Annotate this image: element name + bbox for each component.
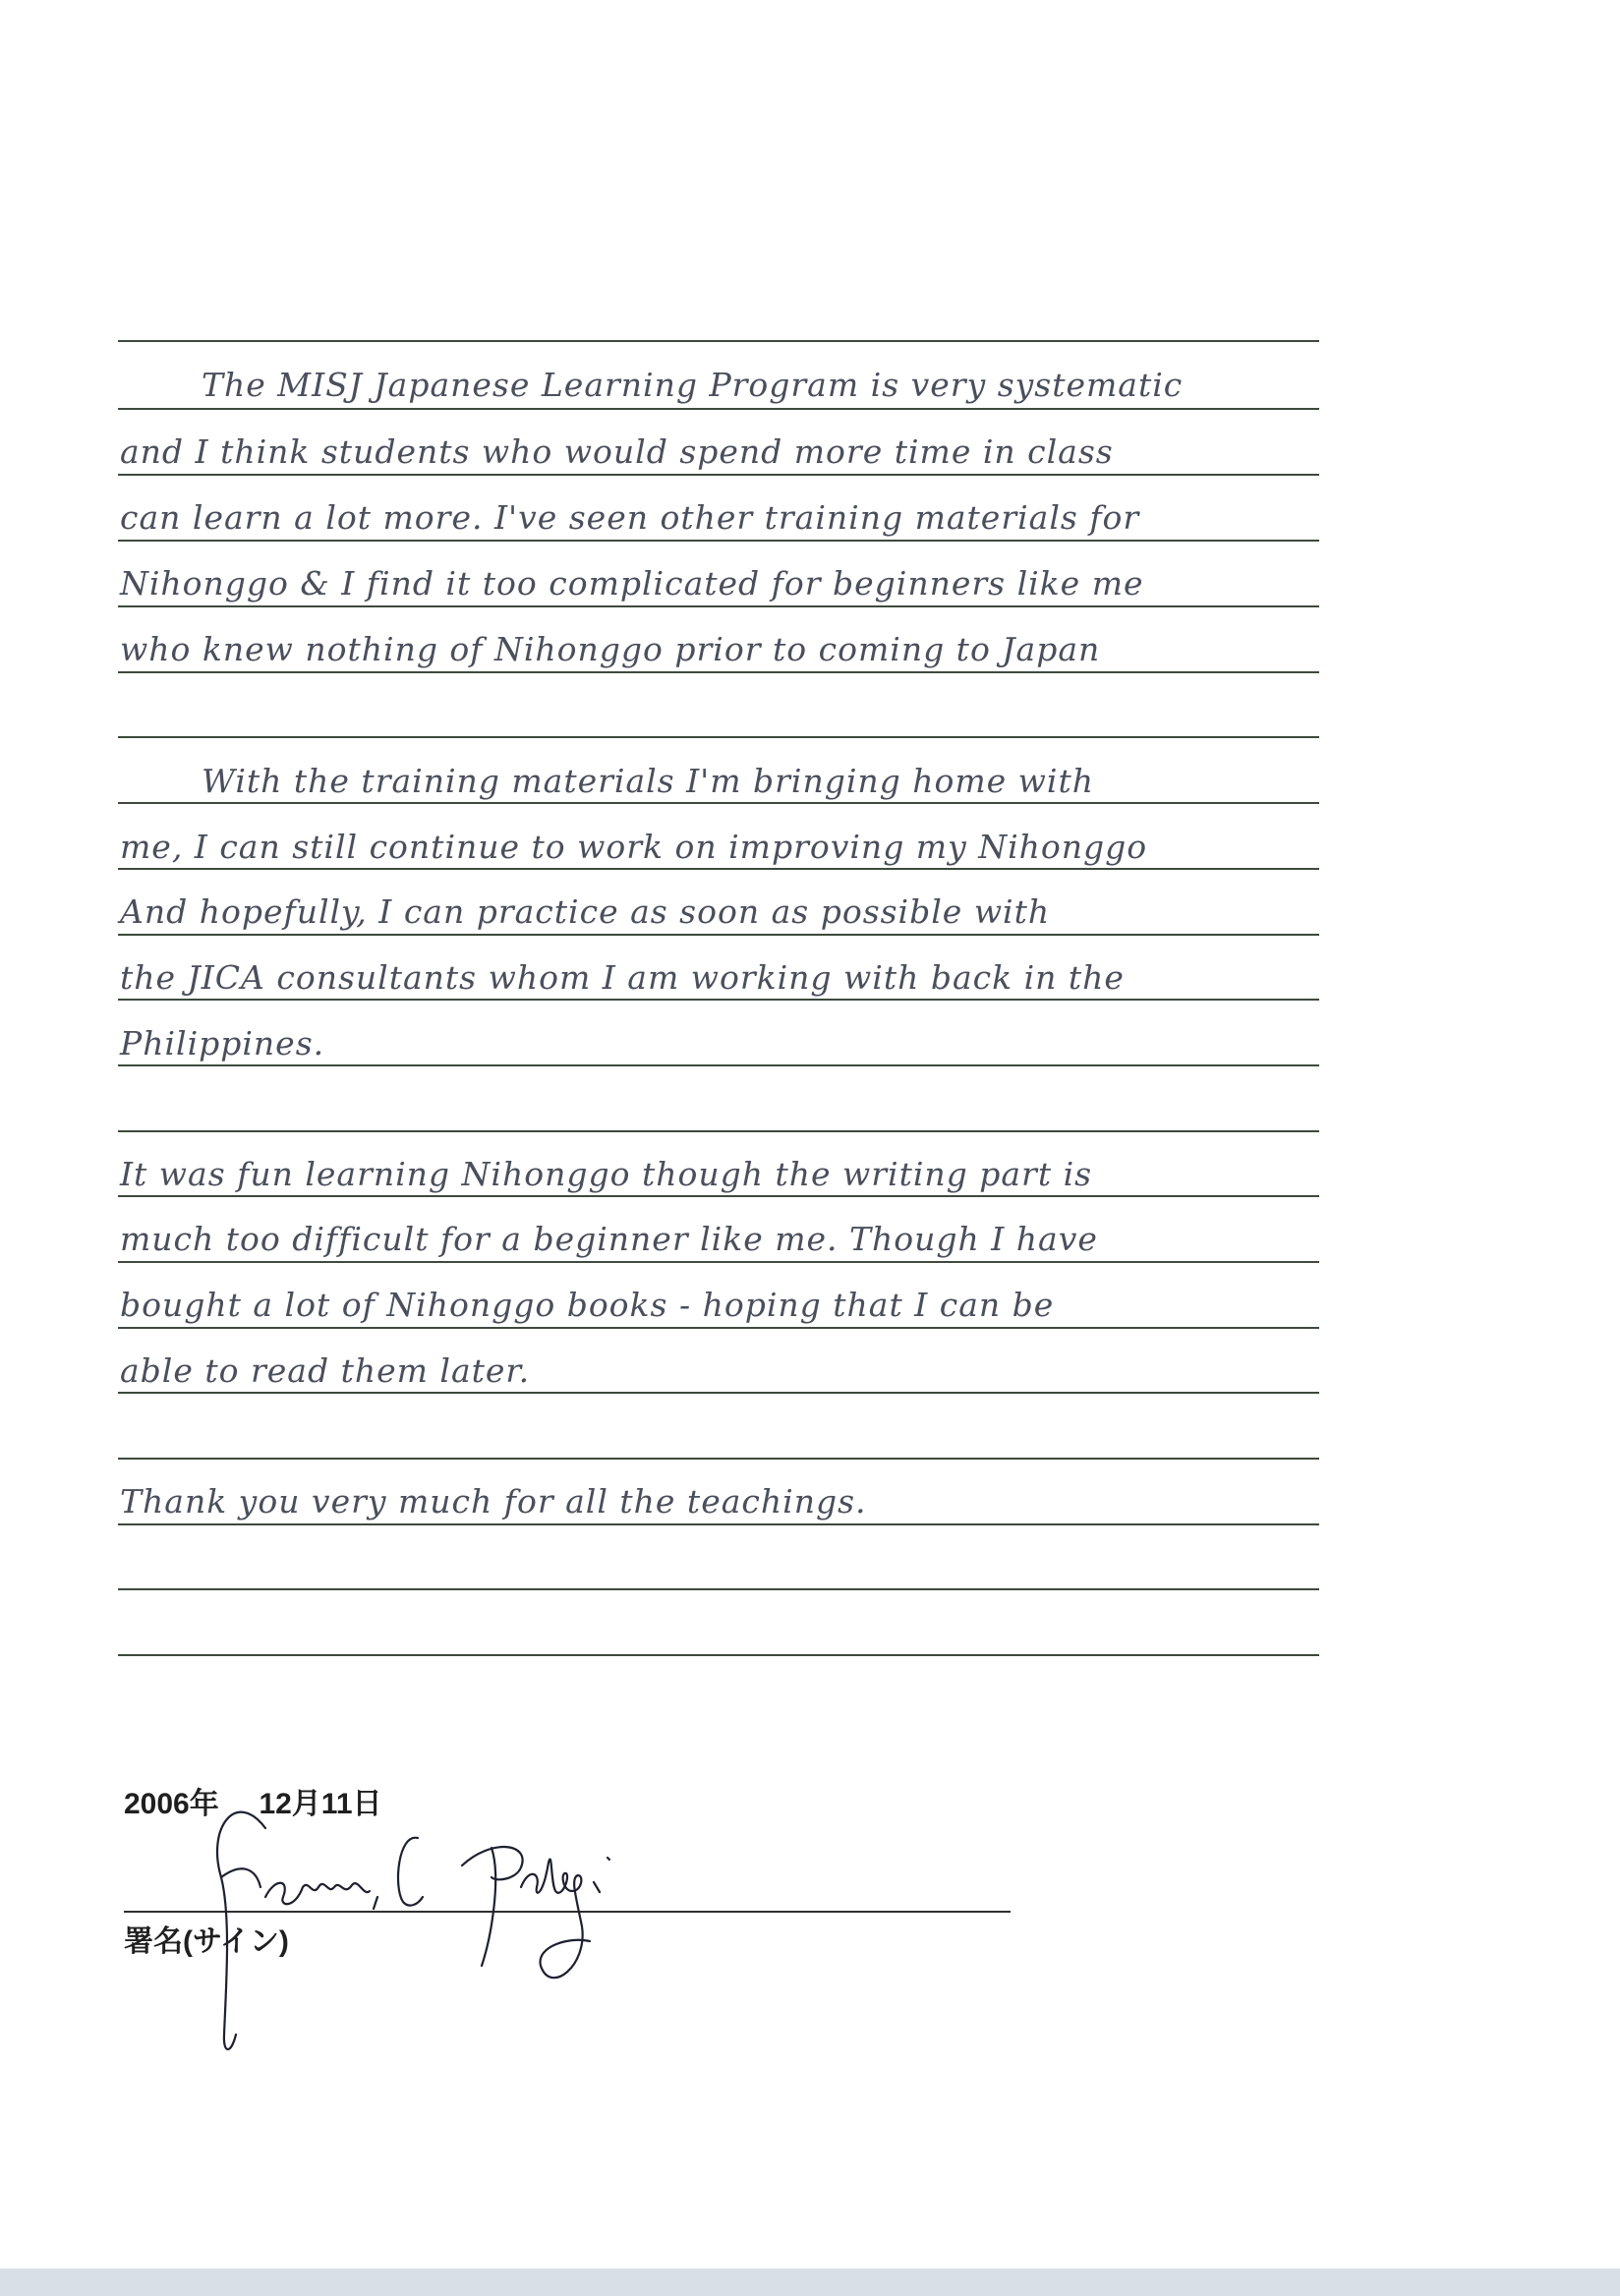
signature-label: 署名(サイン) — [124, 1925, 289, 1958]
ruled-line — [118, 934, 1319, 936]
ruled-line — [118, 868, 1319, 870]
ruled-line — [118, 1654, 1319, 1656]
handwritten-line: It was fun learning Nihonggo though the writing part is — [120, 1155, 1093, 1193]
handwritten-line: With the training materials I'm bringing home with — [202, 762, 1094, 800]
handwritten-line: The MISJ Japanese Learning Program is very systematic — [202, 366, 1184, 404]
handwritten-line: And hopefully, I can practice as soon as possible with — [120, 892, 1051, 931]
handwritten-line: and I think students who would spend more time in class — [120, 432, 1114, 471]
ruled-line — [118, 540, 1319, 542]
scan-edge — [0, 2268, 1620, 2296]
handwritten-line: the JICA consultants whom I am working with back in the — [120, 958, 1125, 997]
date-year: 2006年 — [124, 1788, 219, 1820]
ruled-line — [118, 1130, 1319, 1132]
ruled-line — [118, 1195, 1319, 1197]
ruled-line — [118, 1261, 1319, 1263]
handwritten-line: Nihonggo & I find it too complicated for beginners like me — [120, 564, 1144, 603]
ruled-line — [118, 736, 1319, 738]
handwritten-line: can learn a lot more. I've seen other training materials for — [120, 498, 1140, 537]
handwritten-line: much too difficult for a beginner like me. Though I have — [120, 1220, 1098, 1258]
handwritten-line: able to read them later. — [120, 1351, 531, 1390]
handwritten-line: who knew nothing of Nihonggo prior to coming to Japan — [120, 630, 1101, 668]
ruled-line — [118, 999, 1319, 1001]
ruled-line — [118, 605, 1319, 607]
handwritten-line: Philippines. — [120, 1024, 325, 1062]
ruled-line — [118, 474, 1319, 476]
ruled-line — [118, 1327, 1319, 1329]
handwritten-line: bought a lot of Nihonggo books - hoping that I can be — [120, 1286, 1055, 1324]
ruled-line — [118, 1588, 1319, 1590]
ruled-line — [118, 1392, 1319, 1394]
ruled-line — [118, 1064, 1319, 1066]
ruled-line — [118, 408, 1319, 410]
ruled-line — [118, 1523, 1319, 1525]
ruled-line — [118, 802, 1319, 804]
handwritten-signature — [197, 1769, 649, 2064]
handwritten-line: me, I can still continue to work on improving my Nihonggo — [120, 828, 1148, 866]
handwritten-line: Thank you very much for all the teachings. — [120, 1482, 867, 1521]
ruled-line — [118, 671, 1319, 673]
ruled-line — [118, 1458, 1319, 1460]
date-month-day: 12月11日 — [259, 1788, 382, 1820]
ruled-line — [118, 340, 1319, 342]
